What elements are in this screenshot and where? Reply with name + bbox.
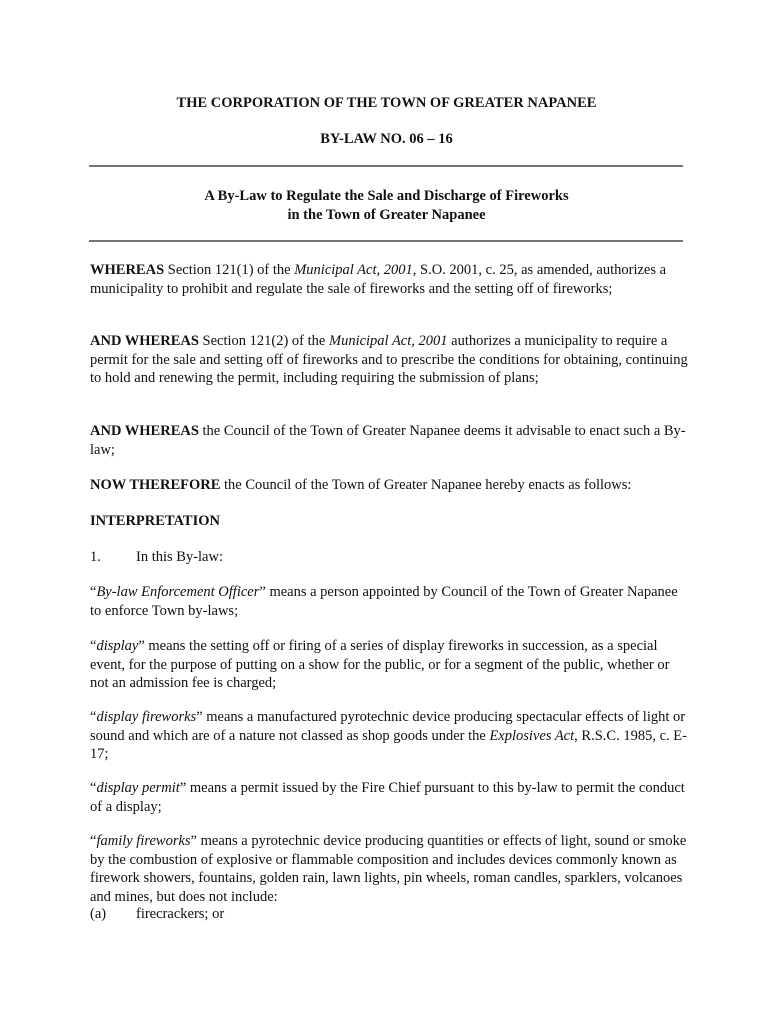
subclause-text: firecrackers; or — [136, 906, 225, 922]
open-quote: “ — [90, 833, 97, 849]
top-rule — [89, 165, 683, 167]
defined-term: By-law Enforcement Officer — [96, 584, 260, 600]
defined-term: family fireworks — [96, 833, 191, 849]
defined-term: display fireworks — [96, 709, 197, 725]
act-reference: Municipal Act, 2001 — [294, 262, 413, 278]
act-reference: Municipal Act, 2001 — [328, 333, 448, 349]
definition-family-fireworks — [90, 832, 690, 906]
recital-3 — [90, 422, 690, 459]
definition-bylaw-officer — [90, 583, 690, 620]
definition-text: , R.S.C. 1985, c. E-17; — [90, 727, 687, 762]
bylaw-title-line-2: in the Town of Greater Napanee — [287, 207, 486, 223]
corporation-heading: THE CORPORATION OF THE TOWN OF GREATER NAPANEE — [176, 95, 597, 111]
defined-term: display permit — [96, 780, 180, 796]
enacting-text: the Council of the Town of Greater Napanee hereby enacts as follows: — [220, 477, 632, 493]
close-quote: ” — [196, 709, 203, 725]
close-quote: ” — [259, 584, 266, 600]
open-quote: “ — [90, 780, 97, 796]
recital-2 — [90, 332, 690, 388]
definition-display-fireworks — [90, 708, 690, 764]
clause-1 — [90, 548, 690, 567]
definition-text: means a pyrotechnic device producing quantities or effects of light, sound or smoke by the combustion of explosive or flammable composition and includes devices commonly known as firework showers, fountains, golden rain, lawn lights, pin wheels, roman candles, sparklers, volcanoes and mines, but does not include: — [90, 833, 687, 905]
recital-lead: AND WHEREAS — [90, 423, 199, 439]
clause-text: In this By-law: — [136, 549, 223, 565]
subclause-a — [90, 905, 690, 924]
bottom-rule — [89, 240, 683, 242]
definition-display — [90, 637, 690, 693]
recital-lead: AND WHEREAS — [90, 333, 199, 349]
recital-text: authorizes a municipality to require a permit for the sale and setting off of fireworks and to prescribe the conditions for obtaining, continuing to hold and renewing the permit, including requiring the submission of plans; — [90, 333, 688, 386]
close-quote: ” — [179, 780, 187, 796]
recital-text: Section 121(1) of the — [164, 262, 295, 278]
enacting-lead: NOW THEREFORE — [90, 477, 221, 493]
recital-lead: WHEREAS — [90, 262, 165, 278]
recital-text: Section 121(2) of the — [198, 333, 329, 349]
definition-text: means the setting off or firing of a series of display fireworks in succession, as a special event, for the purpose of putting on a show for the public, or for a segment of the public, whether or not an admission fee is charged; — [90, 638, 670, 691]
bylaw-number: BY-LAW NO. 06 – 16 — [320, 131, 453, 147]
open-quote: “ — [90, 638, 97, 654]
section-heading: INTERPRETATION — [90, 513, 220, 529]
recital-text: the Council of the Town of Greater Napanee deems it advisable to enact such a By-law; — [90, 423, 686, 458]
definition-display-permit — [90, 779, 690, 816]
open-quote: “ — [90, 584, 97, 600]
subclause-label: (a) — [90, 906, 107, 922]
recital-1 — [90, 261, 690, 298]
close-quote: ” — [190, 833, 197, 849]
definition-text: means a permit issued by the Fire Chief pursuant to this by-law to permit the conduct of a display; — [90, 780, 685, 815]
bylaw-title-line-1: A By-Law to Regulate the Sale and Discharge of Fireworks — [204, 188, 569, 204]
definition-text: means a manufactured pyrotechnic device producing spectacular effects of light or sound and which are of a nature not classed as shop goods under the — [90, 709, 686, 744]
recital-text: , S.O. 2001, c. 25, as amended, authorizes a municipality to prohibit and regulate the sale of fireworks and the setting off of fireworks; — [90, 262, 667, 297]
close-quote: ” — [138, 638, 145, 654]
act-reference: Explosives Act — [489, 727, 575, 744]
clause-number: 1. — [90, 549, 101, 565]
enacting-clause — [90, 476, 690, 495]
open-quote: “ — [90, 709, 97, 725]
defined-term: display — [96, 638, 139, 654]
definition-text: means a person appointed by Council of the Town of Greater Napanee to enforce Town by-laws; — [90, 584, 678, 619]
